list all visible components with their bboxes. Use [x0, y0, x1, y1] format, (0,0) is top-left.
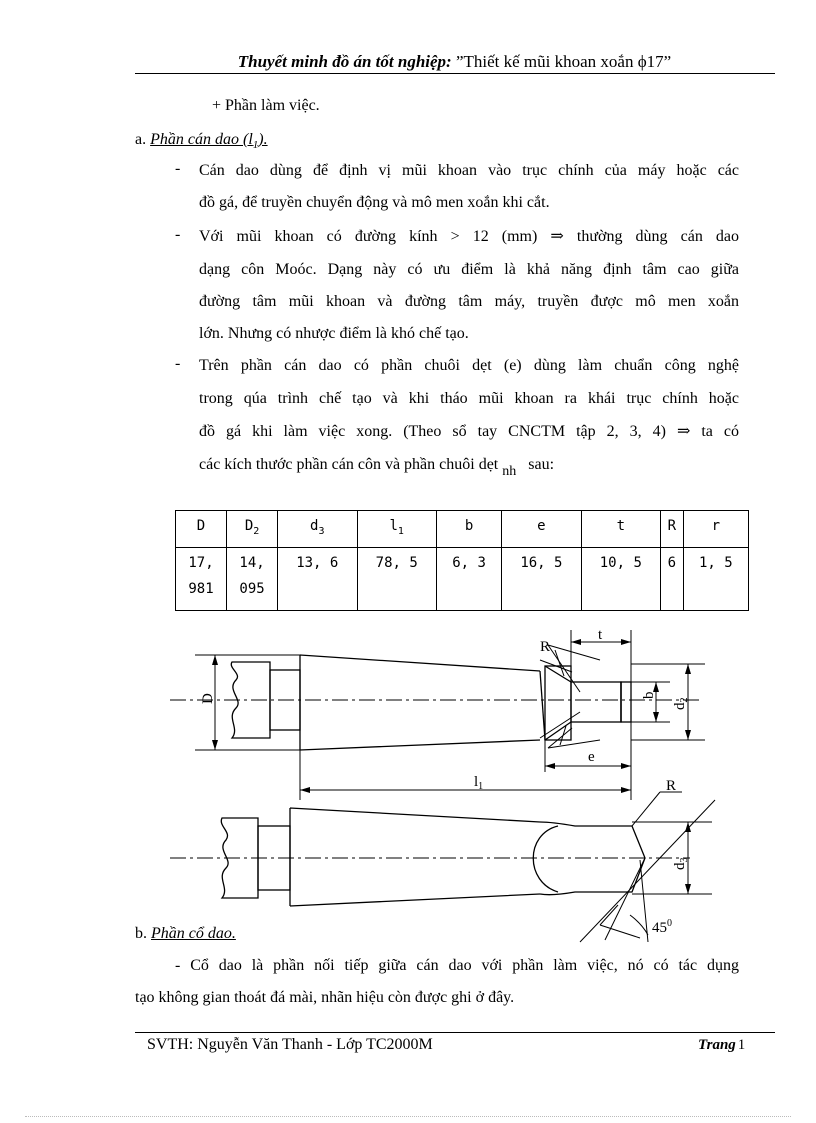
label-d2: $d_2$	[672, 697, 690, 710]
page-number: 1	[737, 1037, 746, 1053]
table-cell: 6, 3	[436, 547, 501, 610]
bullet-2-line-1: Với mũi khoan có đường kính > 12 (mm) ⇒ thường dùng cán dao	[199, 228, 739, 245]
label-b: b	[641, 691, 657, 699]
bullet-3-line-4: các kích thước phần cán côn và phần chuôi dẹt nh sau:	[199, 456, 555, 479]
bullet-1-line-2: đồ gá, để truyền chuyển động và mô men xoắn khi cắt.	[199, 194, 550, 211]
table-header-cell: r	[683, 511, 748, 548]
section-a-title: Phần cán dao $(l_1)$.	[150, 131, 268, 152]
label-R-bottom: R	[666, 778, 677, 794]
bullet-2-line-2: dạng côn Moóc. Dạng này có ưu điểm là khả năng định tâm cao giữa	[199, 261, 739, 278]
footer-page	[698, 1037, 745, 1054]
page-bottom-dotted-line	[25, 1116, 791, 1117]
table-cell: 17, 981	[176, 547, 227, 610]
intro-line: + Phần làm việc.	[212, 97, 320, 114]
label-d3: $d_3$	[672, 857, 690, 870]
bullet-2-line-4: lớn. Nhưng có nhược điểm là khó chế tạo.	[199, 325, 469, 342]
footer-author: SVTH: Nguyễn Văn Thanh - Lớp TC2000M	[147, 1036, 433, 1053]
section-b-line-2: tạo không gian thoát đá mài, nhãn hiệu còn được ghi ở đây.	[135, 989, 515, 1006]
section-b-title: Phần cổ dao.	[151, 925, 236, 942]
nh-subscript: nh	[502, 464, 517, 479]
table-header-cell: b	[436, 511, 501, 548]
table-cell: 16, 5	[502, 547, 581, 610]
label-l1: $l_1$	[474, 774, 484, 792]
section-b-heading: b. Phần cổ dao.	[135, 925, 236, 942]
section-a-heading: a. Phần cán dao $(l_1)$.	[135, 131, 268, 152]
label-D: D	[200, 693, 216, 704]
page-label: Trang	[698, 1037, 736, 1053]
table-cell: 78, 5	[357, 547, 436, 610]
header-prefix: Thuyết minh đồ án tốt nghiệp:	[237, 52, 452, 71]
bullet-3-line-1: Trên phần cán dao có phần chuôi dẹt (e) dùng làm chuẩn công nghệ	[199, 357, 739, 374]
table-header-cell: t	[581, 511, 660, 548]
table-cell: 1, 5	[683, 547, 748, 610]
table-header-cell: $D_2$	[227, 511, 278, 548]
label-e: e	[588, 749, 595, 765]
header-title: ”Thiết kế mũi khoan xoắn ϕ17”	[455, 52, 672, 71]
footer-rule	[135, 1032, 775, 1033]
table-header-cell: $l_1$	[357, 511, 436, 548]
table-cell: 6	[661, 547, 684, 610]
bullet-3-line-2: trong qúa trình chế tạo và khi tháo mũi khoan ra khái trục chính hoặc	[199, 390, 739, 407]
table-header-cell: e	[502, 511, 581, 548]
label-t: t	[598, 627, 603, 643]
bullet-3-line-3: đồ gá khi làm việc xong. (Theo sổ tay CNCTM tập 2, 3, 4) ⇒ ta có	[199, 423, 739, 440]
table-cell: 13, 6	[278, 547, 357, 610]
bullet-dash: -	[175, 160, 181, 177]
bullet-dash: -	[175, 226, 181, 243]
label-R-top: R	[540, 639, 551, 655]
table-cell: 10, 5	[581, 547, 660, 610]
bottom-view	[170, 792, 715, 942]
bullet-dash: -	[175, 355, 181, 372]
label-angle: $45^0$	[652, 918, 672, 936]
bullet-1-line-1: Cán dao dùng để định vị mũi khoan vào trục chính của máy hoặc các	[199, 162, 739, 179]
table-header-cell: $d_3$	[278, 511, 357, 548]
table-header-cell: D	[176, 511, 227, 548]
bullet-2-line-3: đường tâm mũi khoan và đường tâm máy, truyền được mô men xoắn	[199, 293, 739, 310]
section-b-line-1: - Cổ dao là phần nối tiếp giữa cán dao với phần làm việc, nó có tác dụng	[175, 957, 739, 974]
table-cell: 14, 095	[227, 547, 278, 610]
top-view	[170, 630, 705, 800]
table-header-cell: R	[661, 511, 684, 548]
